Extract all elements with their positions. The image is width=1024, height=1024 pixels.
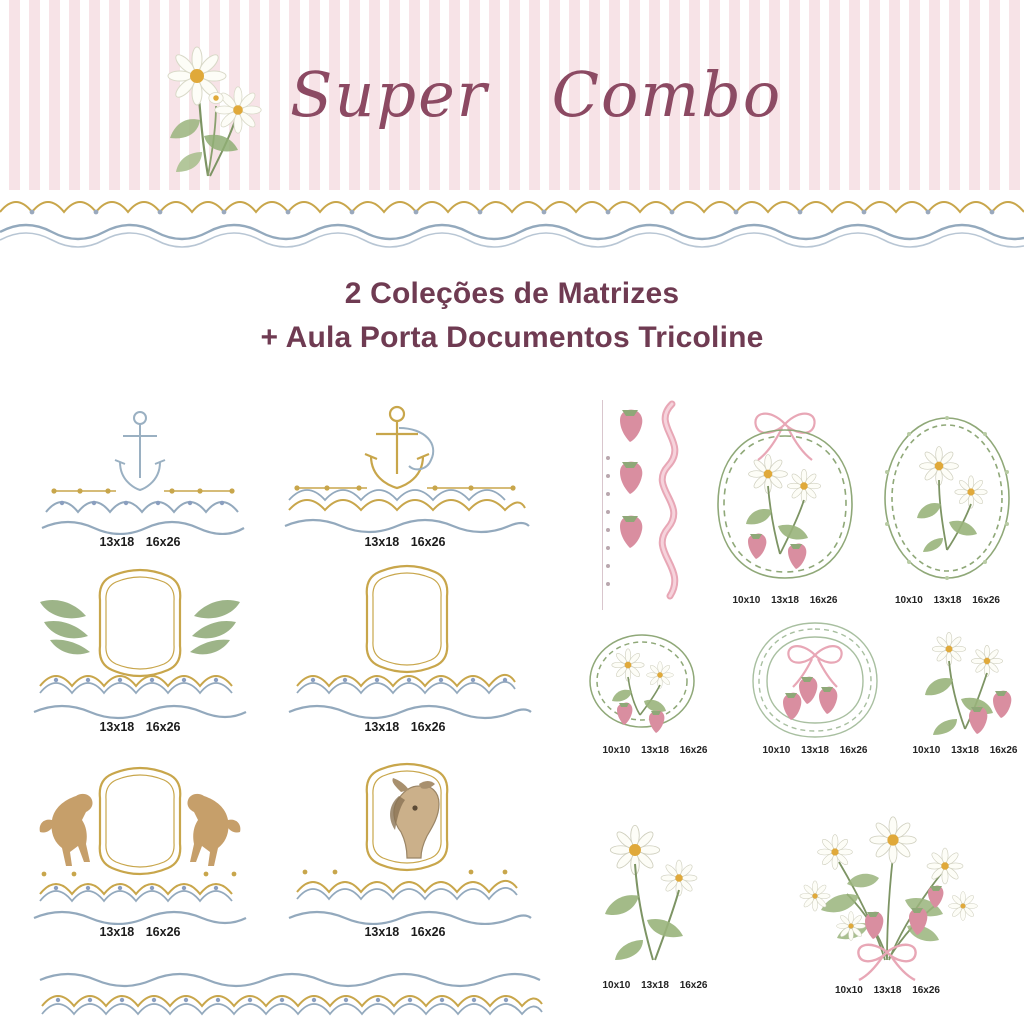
size-chip: 16x26: [679, 745, 708, 756]
size-chip: 13x18: [641, 745, 669, 756]
design-card-anchor-large[interactable]: [275, 400, 535, 549]
size-chip: 13x18: [951, 745, 979, 756]
size-chip: 13x18: [771, 595, 799, 606]
size-chip: 13x18: [364, 535, 400, 549]
size-label: [755, 985, 1020, 996]
size-label: [275, 535, 535, 549]
size-chip: 10x10: [895, 595, 923, 606]
decorative-border-strip: [0, 190, 1024, 252]
design-card-horse-head[interactable]: [275, 760, 535, 939]
size-chip: 10x10: [602, 980, 631, 991]
bottom-border-design: [30, 960, 550, 1022]
content-area: [0, 390, 1024, 1024]
size-chip: 16x26: [410, 535, 446, 549]
size-chip: 10x10: [912, 745, 941, 756]
size-chip: 13x18: [99, 925, 135, 939]
design-card-single-daisy-stem[interactable]: [585, 820, 725, 991]
right-collection-grid: [560, 390, 1020, 1024]
size-label: [580, 745, 730, 756]
size-chip: 13x18: [99, 720, 135, 734]
design-card-oval-strawberry-daisy[interactable]: [580, 625, 730, 756]
headline-line-1: 2 Coleções de Matrizes: [344, 277, 680, 310]
design-card-strawberry-ribbon-border[interactable]: [590, 400, 700, 610]
size-chip: 16x26: [145, 925, 181, 939]
design-card-oval-daisy-frame[interactable]: [875, 400, 1020, 606]
banner-title-word-1: Super: [290, 58, 489, 131]
size-label: [875, 595, 1020, 606]
size-chip: 16x26: [912, 985, 940, 996]
banner-title: [290, 58, 782, 131]
size-label: [700, 595, 870, 606]
size-label: [20, 720, 260, 734]
left-collection-grid: [10, 390, 550, 1024]
size-chip: 13x18: [801, 745, 829, 756]
size-label: [20, 535, 260, 549]
size-chip: 16x26: [809, 595, 838, 606]
daisy-flower-icon: [150, 40, 280, 180]
design-card-frame-leaves[interactable]: [20, 560, 260, 734]
size-chip: 16x26: [410, 925, 446, 939]
size-chip: 10x10: [835, 985, 863, 996]
size-chip: 16x26: [679, 980, 708, 991]
design-card-plain-frame[interactable]: [275, 560, 535, 734]
size-chip: 16x26: [989, 745, 1018, 756]
size-label: [735, 745, 895, 756]
size-label: [20, 925, 260, 939]
size-chip: 16x26: [145, 535, 181, 549]
size-chip: 13x18: [641, 980, 669, 991]
size-label: [275, 720, 535, 734]
size-chip: 13x18: [364, 720, 400, 734]
design-card-anchor-small[interactable]: [20, 400, 260, 549]
design-card-frame-horses[interactable]: [20, 760, 260, 939]
size-chip: 13x18: [873, 985, 902, 996]
size-label: [585, 980, 725, 991]
size-chip: 13x18: [933, 595, 962, 606]
size-chip: 16x26: [839, 745, 868, 756]
size-chip: 13x18: [364, 925, 400, 939]
size-chip: 10x10: [732, 595, 761, 606]
size-chip: 13x18: [99, 535, 135, 549]
size-chip: 16x26: [972, 595, 1000, 606]
size-chip: 16x26: [145, 720, 181, 734]
design-card-daisy-strawberry-sprig[interactable]: [905, 625, 1024, 756]
design-card-scalloped-frame-bow[interactable]: [735, 615, 895, 756]
headline-line-2: + Aula Porta Documentos Tricoline: [260, 320, 764, 354]
design-card-large-bouquet-bow[interactable]: [755, 800, 1020, 996]
size-chip: 16x26: [410, 720, 446, 734]
design-card-oval-daisies-bow[interactable]: [700, 400, 870, 606]
banner-title-word-2: Combo: [551, 58, 783, 131]
size-chip: 10x10: [762, 745, 791, 756]
headings-block: [0, 272, 1024, 359]
size-label: [275, 925, 535, 939]
size-label: [905, 745, 1024, 756]
size-chip: 10x10: [602, 745, 631, 756]
header-banner: [0, 0, 1024, 190]
